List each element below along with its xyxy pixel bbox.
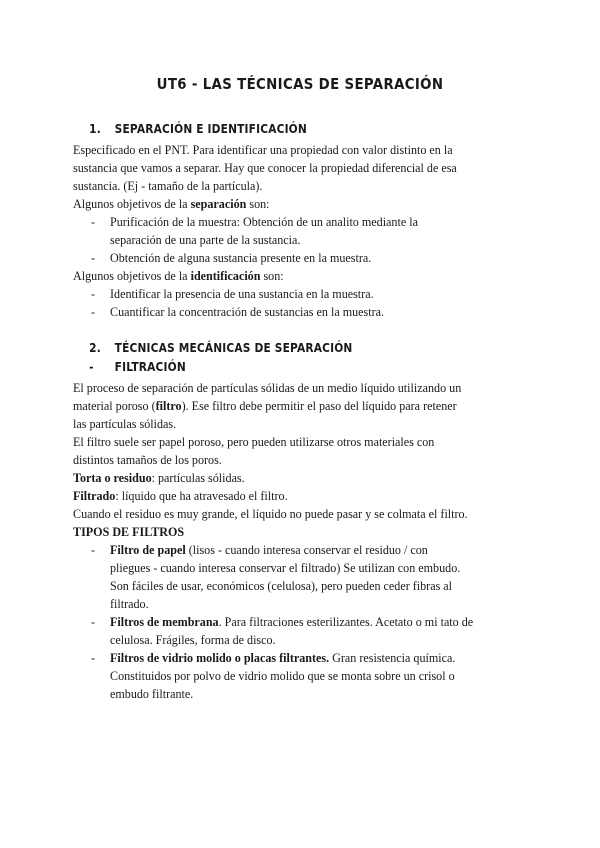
list-item: - Filtros de vidrio molido o placas filtrantes. Gran resistencia química. Constituidos por polvo de vidrio molido que se monta sobre un crisol o embudo filtrante. bbox=[91, 651, 456, 701]
list-item: - Obtención de alguna sustancia presente en la muestra. bbox=[91, 251, 372, 265]
list-item: - Identificar la presencia de una sustancia en la muestra. bbox=[91, 287, 374, 301]
filter-types-heading: TIPOS DE FILTROS bbox=[73, 525, 185, 539]
paragraph-line: El filtro suele ser papel poroso, pero pueden utilizarse otros materiales con bbox=[73, 435, 435, 449]
list-item: - Filtro de papel (lisos - cuando interesa conservar el residuo / con pliegues - cuando interesa conservar el filtrado) Se utilizan con embudo. Son fáciles de usar, económicos (celulosa), pero pueden ceder fibras al filtrado. bbox=[91, 543, 461, 611]
paragraph-line: El proceso de separación de partículas sólidas de un medio líquido utilizando un bbox=[73, 381, 462, 395]
paragraph-line: Especificado en el PNT. Para identificar una propiedad con valor distinto en la bbox=[73, 143, 453, 157]
section-separacion bbox=[73, 121, 527, 321]
list-item: - Purificación de la muestra: Obtención de un analito mediante la separación de una parte de la sustancia. bbox=[91, 215, 418, 247]
paragraph-line: sustancia que vamos a separar. Hay que conocer la propiedad diferencial de esa bbox=[73, 161, 457, 175]
section-title: TÉCNICAS MECÁNICAS DE SEPARACIÓN bbox=[114, 340, 353, 355]
identificacion-objectives-intro: Algunos objetivos de la identificación son: bbox=[73, 269, 284, 283]
paragraph-line: Cuando el residuo es muy grande, el líquido no puede pasar y se colmata el filtro. bbox=[73, 507, 468, 521]
subsection-title: FILTRACIÓN bbox=[114, 359, 186, 374]
section-tecnicas-mecanicas bbox=[73, 340, 527, 703]
list-item: - Cuantificar la concentración de sustancias en la muestra. bbox=[91, 305, 385, 319]
section-heading bbox=[73, 340, 459, 355]
separacion-objectives-intro: Algunos objetivos de la separación son: bbox=[73, 197, 270, 211]
section-title: SEPARACIÓN E IDENTIFICACIÓN bbox=[114, 121, 307, 136]
paragraph-line: sustancia. (Ej - tamaño de la partícula). bbox=[73, 179, 263, 193]
page-title: UT6 - LAS TÉCNICAS DE SEPARACIÓN bbox=[156, 75, 444, 93]
paragraph-line: distintos tamaños de los poros. bbox=[73, 453, 222, 467]
filter-types-list bbox=[73, 541, 527, 703]
paragraph-line: las partículas sólidas. bbox=[73, 417, 177, 431]
list-item: - Filtros de membrana. Para filtraciones esterilizantes. Acetato o mi tato de celulosa. Frágiles, forma de disco. bbox=[91, 615, 474, 647]
paragraph-line: material poroso (filtro). Ese filtro debe permitir el paso del líquido para retener bbox=[73, 399, 457, 413]
section-number: 1. bbox=[89, 121, 101, 136]
definition-torta: Torta o residuo: partículas sólidas. bbox=[73, 471, 245, 485]
identificacion-list bbox=[73, 285, 527, 321]
section-heading bbox=[73, 121, 459, 136]
section-number: 2. bbox=[89, 340, 101, 355]
separacion-list bbox=[73, 213, 527, 267]
subsection-heading bbox=[73, 359, 459, 374]
definition-filtrado: Filtrado: líquido que ha atravesado el filtro. bbox=[73, 489, 288, 503]
subsection-marker: - bbox=[89, 359, 94, 374]
